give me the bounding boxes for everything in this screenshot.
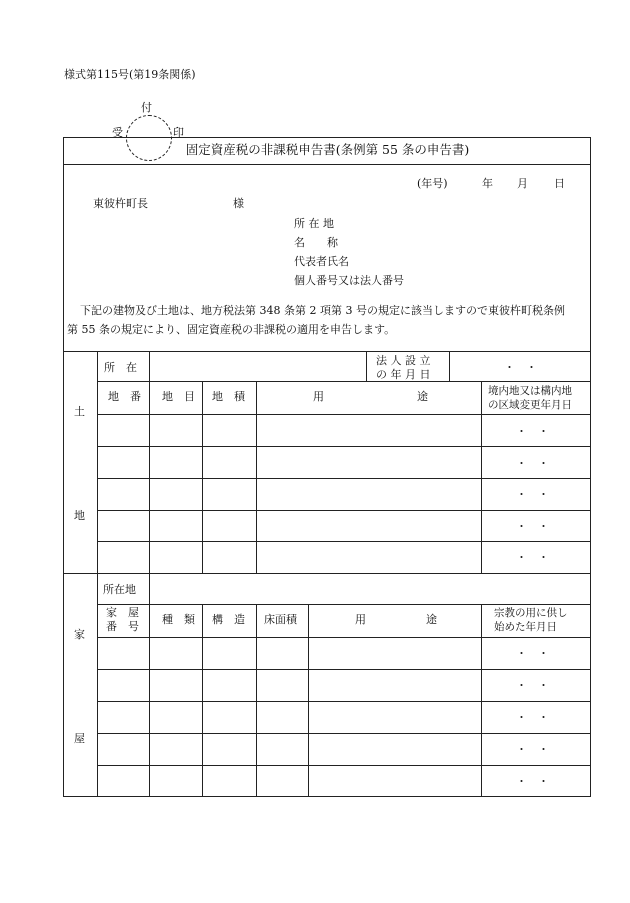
land-header-line [97,414,591,415]
land-col-lot-number: 地 番 [108,390,141,403]
date-day-label: 日 [554,177,565,190]
land-side-label-bottom: 地 [74,509,85,522]
house-col-use-2: 途 [426,613,437,626]
house-col-number-2: 番 号 [106,620,139,633]
applicant-id-number-label: 個人番号又は法人番号 [294,274,404,287]
house-row-3-date-dots: ・ ・ [516,711,549,724]
land-side-label-top: 土 [74,405,85,418]
land-row-4-date-dots: ・ ・ [516,520,549,533]
house-row-line-1 [97,669,591,670]
house-col-use-1: 用 [355,613,366,626]
house-col-date-2: 始めた年月日 [494,621,557,633]
house-col-structure: 構 造 [212,613,245,626]
land-row-5-date-dots: ・ ・ [516,551,549,564]
land-established-dots: ・ ・ [504,361,537,374]
land-row-line-2 [97,478,591,479]
stamp-label-right: 印 [173,126,184,139]
applicant-address-label: 所 在 地 [294,217,334,230]
house-col-kind: 種 類 [162,613,195,626]
house-side-label-bottom: 屋 [74,732,85,745]
house-col-floor-area: 床面積 [264,613,297,626]
land-location-row-line [97,381,591,382]
land-row-1-date-dots: ・ ・ [516,425,549,438]
house-row-line-2 [97,701,591,702]
form-title: 固定資産税の非課税申告書(条例第 55 条の申告書) [185,142,470,157]
date-month-label: 月 [517,177,528,190]
land-established-right-line [449,351,450,381]
land-col-area: 地 積 [212,390,245,403]
title-divider [63,164,591,165]
land-row-line-1 [97,446,591,447]
land-section-top-line [63,351,591,352]
house-row-line-4 [97,765,591,766]
house-row-2-date-dots: ・ ・ [516,679,549,692]
addressee-honorific: 様 [233,197,244,210]
land-established-label-2: の 年 月 日 [376,368,431,381]
land-location-label: 所 在 [104,361,137,374]
house-row-5-date-dots: ・ ・ [516,775,549,788]
land-col-use-2: 途 [417,390,428,403]
applicant-representative-label: 代表者氏名 [294,255,349,268]
house-location-label: 所在地 [103,583,136,596]
stamp-label-top: 付 [141,101,152,114]
land-col-category: 地 目 [162,390,195,403]
form-number: 様式第115号(第19条関係) [64,68,196,81]
land-row-line-4 [97,541,591,542]
house-row-1-date-dots: ・ ・ [516,647,549,660]
house-col-date-1: 宗教の用に供し [494,607,568,619]
house-section-top-line [63,573,591,574]
house-col-line-1 [149,573,150,797]
land-label-column-line [97,351,98,573]
declaration-line-2: 第 55 条の規定により、固定資産税の非課税の適用を申告します。 [67,323,396,336]
land-col-use-1: 用 [313,390,324,403]
stamp-label-left: 受 [112,126,123,139]
declaration-line-1: 下記の建物及び土地は、地方税法第 348 条第 2 項第 3 号の規定に該当しますので東彼杵町税条例 [80,304,565,317]
date-year-label: 年 [482,177,493,190]
land-col-date-1: 境内地又は構内地 [488,385,572,397]
land-established-label-1: 法 人 設 立 [376,354,431,367]
land-col-date-2: の区域変更年月日 [488,399,572,411]
land-row-line-3 [97,510,591,511]
applicant-name-label: 名 称 [294,236,338,249]
land-row-2-date-dots: ・ ・ [516,457,549,470]
addressee-name: 東彼杵町長 [93,197,148,210]
house-side-label-top: 家 [74,628,85,641]
house-col-number-1: 家 屋 [106,606,139,619]
date-era-label: (年号) [417,177,448,190]
house-row-4-date-dots: ・ ・ [516,743,549,756]
house-row-line-3 [97,733,591,734]
house-location-row-line [97,604,591,605]
house-label-column-line [97,573,98,797]
house-header-line [97,637,591,638]
land-row-3-date-dots: ・ ・ [516,488,549,501]
land-established-left-line [366,351,367,381]
